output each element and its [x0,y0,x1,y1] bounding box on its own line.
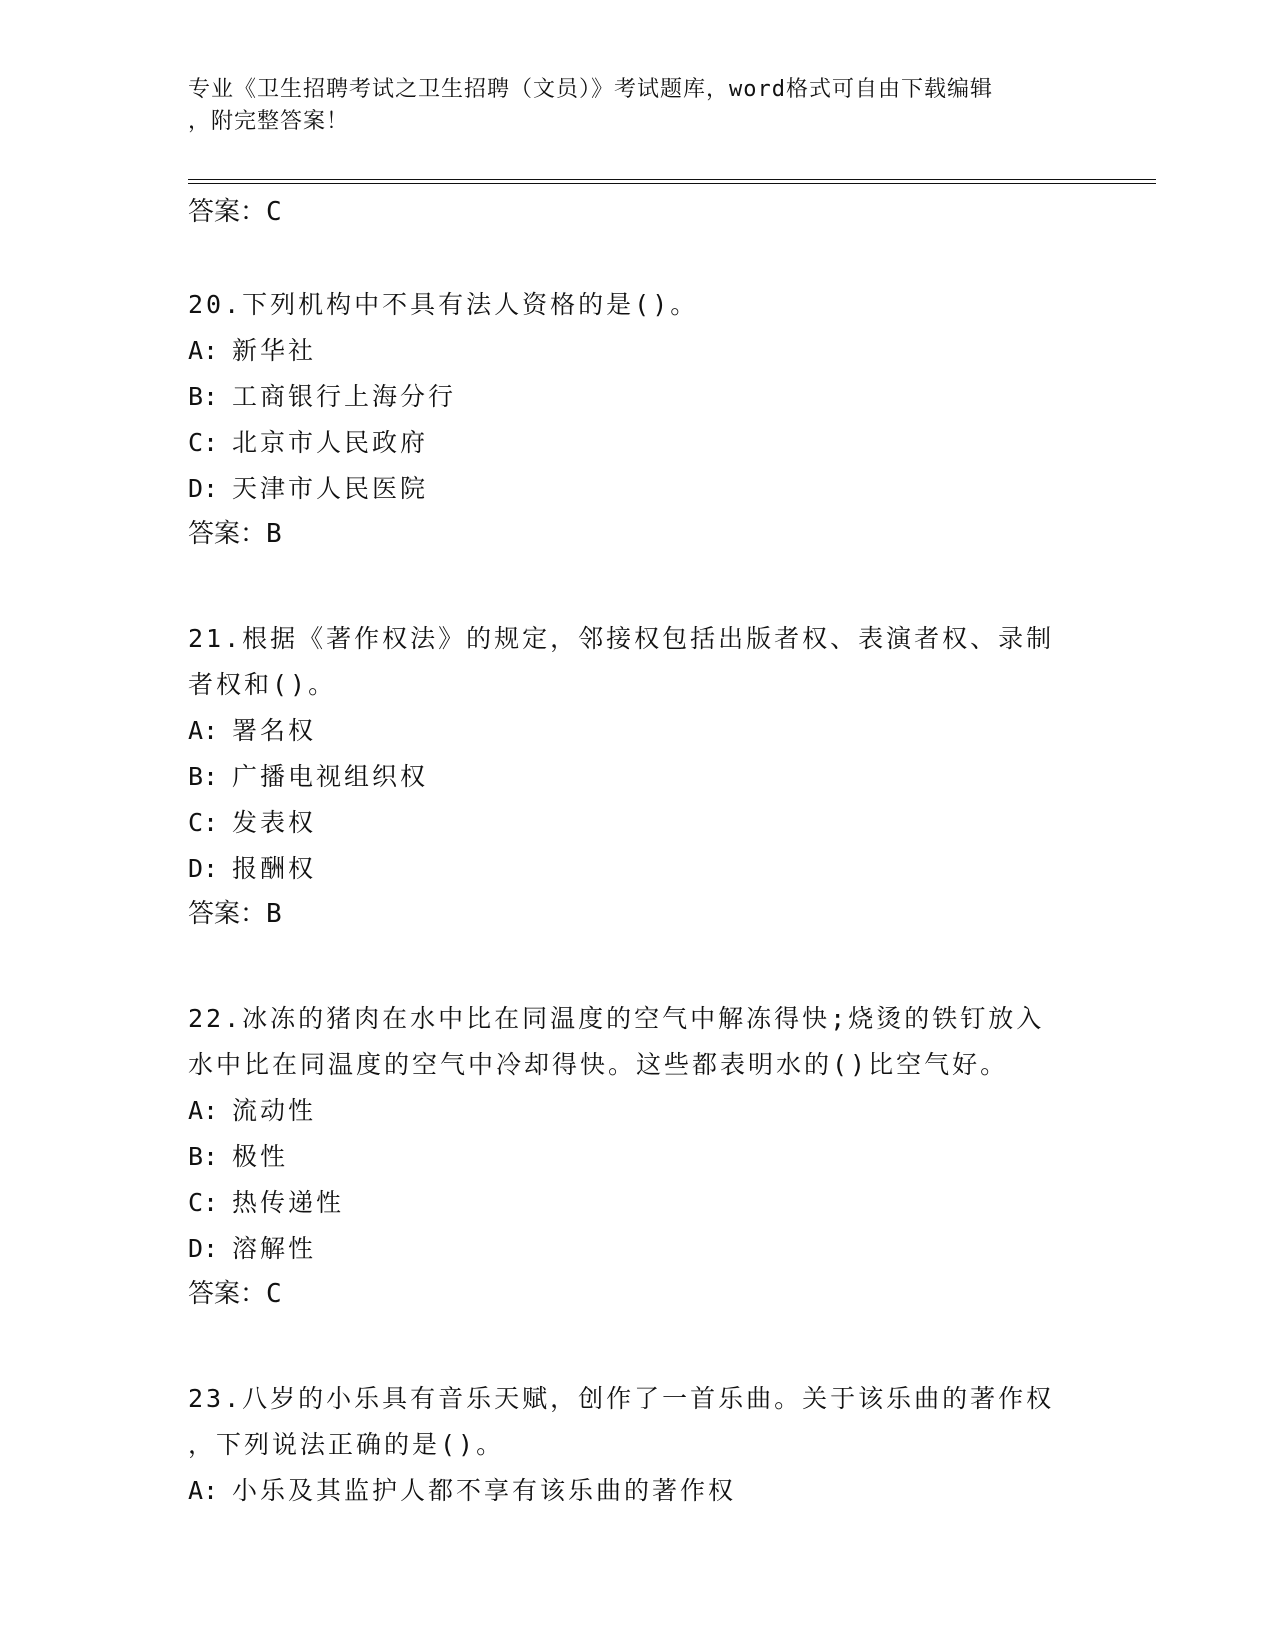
option-text: 署名权 [232,716,317,745]
option-text: 发表权 [232,808,317,837]
option-letter: C: [188,1188,219,1217]
answer-line [188,892,1088,936]
option-text: 流动性 [232,1096,317,1125]
option-text: 小乐及其监护人都不享有该乐曲的著作权 [232,1476,737,1505]
option-text: 天津市人民医院 [232,474,429,503]
question-stem-line-1: 23.八岁的小乐具有音乐天赋，创作了一首乐曲。关于该乐曲的著作权 [188,1384,1055,1413]
option-d [188,846,1088,892]
option-letter: B: [188,1142,219,1171]
option-a [188,1088,1088,1134]
header-divider-top [188,179,1156,180]
option-b [188,374,1088,420]
question-list [188,190,1088,1514]
option-a [188,328,1088,374]
option-a [188,708,1088,754]
question-stem-line-2: ，下列说法正确的是()。 [188,1430,505,1459]
answer-label: 答案： [188,1279,267,1309]
question-item [188,282,1088,556]
question-stem-line-2: 水中比在同温度的空气中冷却得快。这些都表明水的()比空气好。 [188,1050,1009,1079]
header-line-2: ，附完整答案！ [188,109,350,134]
option-text: 极性 [232,1142,289,1171]
question-stem: 20.下列机构中不具有法人资格的是()。 [188,290,699,319]
answer-value: C [266,197,282,227]
answer-label: 答案： [188,519,267,549]
header-divider-bottom [188,183,1156,184]
option-text: 热传递性 [232,1188,345,1217]
option-letter: A: [188,1476,219,1505]
option-letter: D: [188,854,219,883]
option-letter: A: [188,716,219,745]
answer-line [188,190,1088,234]
question-item [188,1376,1088,1514]
answer-label: 答案： [188,197,267,227]
option-c [188,800,1088,846]
answer-line [188,1272,1088,1316]
document-header [188,74,1068,138]
question-item [188,616,1088,936]
option-b [188,754,1088,800]
option-d [188,466,1088,512]
answer-value: B [266,519,282,549]
option-letter: B: [188,382,219,411]
option-text: 北京市人民政府 [232,428,429,457]
option-letter: B: [188,762,219,791]
answer-value: C [266,1279,282,1309]
option-letter: A: [188,1096,219,1125]
option-letter: D: [188,474,219,503]
option-text: 工商银行上海分行 [232,382,457,411]
option-c [188,420,1088,466]
option-c [188,1180,1088,1226]
question-stem-line-1: 22.冰冻的猪肉在水中比在同温度的空气中解冻得快;烧烫的铁钉放入 [188,1004,1045,1033]
option-letter: A: [188,336,219,365]
answer-value: B [266,899,282,929]
option-a [188,1468,1088,1514]
option-text: 新华社 [232,336,317,365]
option-letter: D: [188,1234,219,1263]
option-text: 广播电视组织权 [232,762,429,791]
question-stem-line-1: 21.根据《著作权法》的规定，邻接权包括出版者权、表演者权、录制 [188,624,1055,653]
option-letter: C: [188,808,219,837]
answer-label: 答案： [188,899,267,929]
header-line-1: 专业《卫生招聘考试之卫生招聘（文员）》考试题库，word格式可自由下载编辑 [188,77,993,102]
option-letter: C: [188,428,219,457]
question-stem-line-2: 者权和()。 [188,670,337,699]
question-item [188,996,1088,1316]
option-text: 报酬权 [232,854,317,883]
option-d [188,1226,1088,1272]
option-b [188,1134,1088,1180]
answer-line [188,512,1088,556]
option-text: 溶解性 [232,1234,317,1263]
